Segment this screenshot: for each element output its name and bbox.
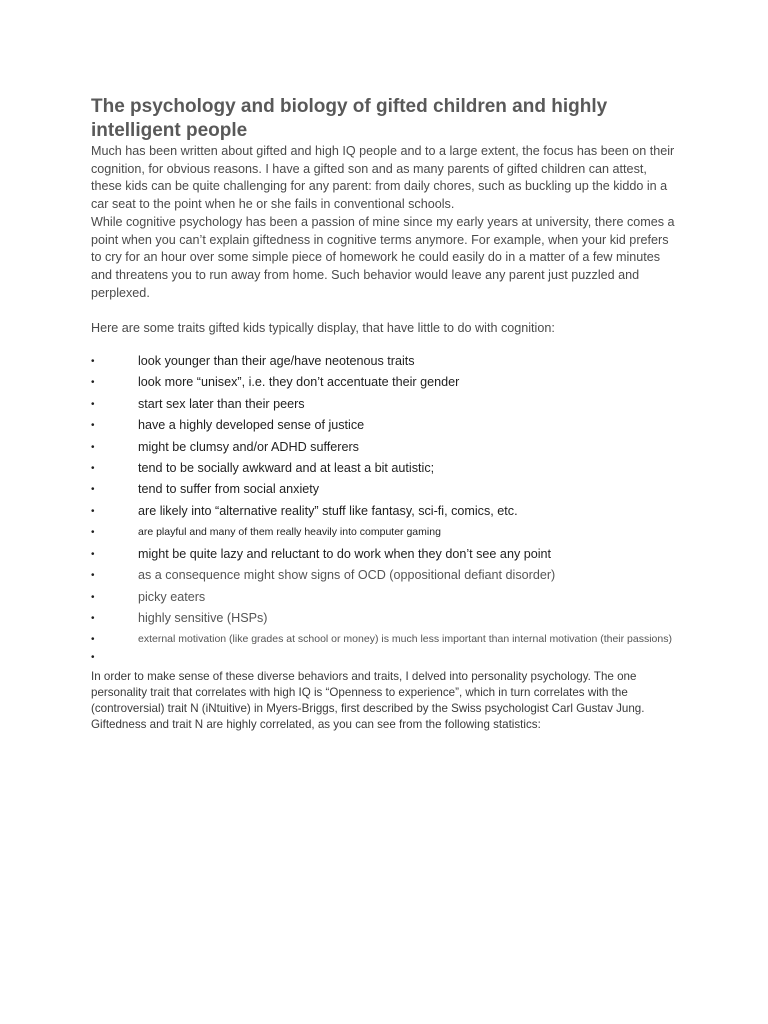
list-item [91,479,681,500]
traits-lead-in: Here are some traits gifted kids typically display, that have little to do with cognition: [91,321,555,336]
bullet-icon: • [91,548,95,560]
list-item-text: might be clumsy and/or ADHD sufferers [138,439,359,454]
bullet-icon: • [91,484,95,496]
intro-paragraph-2: While cognitive psychology has been a passion of mine since my early years at university, there comes a point when you can’t explain giftedness in cognitive terms anymore. For example, when your kid prefers to cry for an hour over some simple piece of homework he could easily do in a matter of a few minutes and threatens you to run away from home. Such behavior would leave any parent just puzzled and perplexed. [91,214,675,300]
list-item-text: have a highly developed sense of justice [138,418,365,433]
list-item [91,437,681,458]
list-item [91,394,681,415]
bullet-icon: • [91,398,95,410]
bullet-icon: • [91,652,95,664]
list-item-text: are playful and many of them really heavily into computer gaming [138,526,441,539]
outro-paragraph-2: Giftedness and trait N are highly correlated, as you can see from the following statistics: [91,717,541,731]
list-item [91,458,681,479]
list-item-text: look younger than their age/have neotenous traits [138,354,415,369]
list-item [91,501,681,522]
bullet-icon: • [91,634,95,646]
list-item [91,608,681,629]
bullet-icon: • [91,356,95,368]
bullet-icon: • [91,441,95,453]
list-item [91,587,681,608]
bullet-icon: • [91,463,95,475]
list-item [91,351,681,372]
list-item-text: tend to be socially awkward and at least a bit autistic; [138,461,435,476]
list-item-text: look more “unisex”, i.e. they don’t accentuate their gender [138,375,460,390]
bullet-icon: • [91,612,95,624]
bullet-icon: • [91,377,95,389]
bullet-icon: • [91,570,95,582]
bullet-icon: • [91,505,95,517]
list-item-text: highly sensitive (HSPs) [138,610,268,625]
bullet-icon: • [91,420,95,432]
list-item [91,522,681,543]
list-item-text: start sex later than their peers [138,396,305,411]
outro-paragraph-1: In order to make sense of these diverse behaviors and traits, I delved into personality psychology. The one personality trait that correlates with high IQ is “Openness to experience”, which in turn correlates with the (controversial) trait N (iNtuitive) in Myers-Briggs, first described by the Swiss psychologist Carl Gustav Jung. [91,670,645,715]
intro-paragraph-1: Much has been written about gifted and high IQ people and to a large extent, the focus has been on their cognition, for obvious reasons. I have a gifted son and as many parents of gifted children can attest, these kids can be quite challenging for any parent: from daily chores, such as buckling up the kiddo in a car seat to the point when he or she fails in conventional schools. [91,144,675,212]
document-title: The psychology and biology of gifted children and highly intelligent people [91,96,608,141]
list-item [91,415,681,436]
list-item-text: external motivation (like grades at school or money) is much less important than internal motivation (their passions) [138,633,672,646]
document-page [91,95,681,733]
bullet-icon: • [91,527,95,539]
list-item-text: as a consequence might show signs of OCD (oppositional defiant disorder) [138,568,556,583]
list-item-text: are likely into “alternative reality” stuff like fantasy, sci-fi, comics, etc. [138,503,518,518]
list-item-text: might be quite lazy and reluctant to do work when they don’t see any point [138,546,552,561]
traits-list [91,351,681,665]
list-item [91,544,681,565]
list-item-text: tend to suffer from social anxiety [138,482,320,497]
list-item [91,565,681,586]
bullet-icon: • [91,591,95,603]
list-item-text: picky eaters [138,589,206,604]
list-item [91,372,681,393]
list-item [91,629,681,647]
list-item-empty [91,647,681,665]
